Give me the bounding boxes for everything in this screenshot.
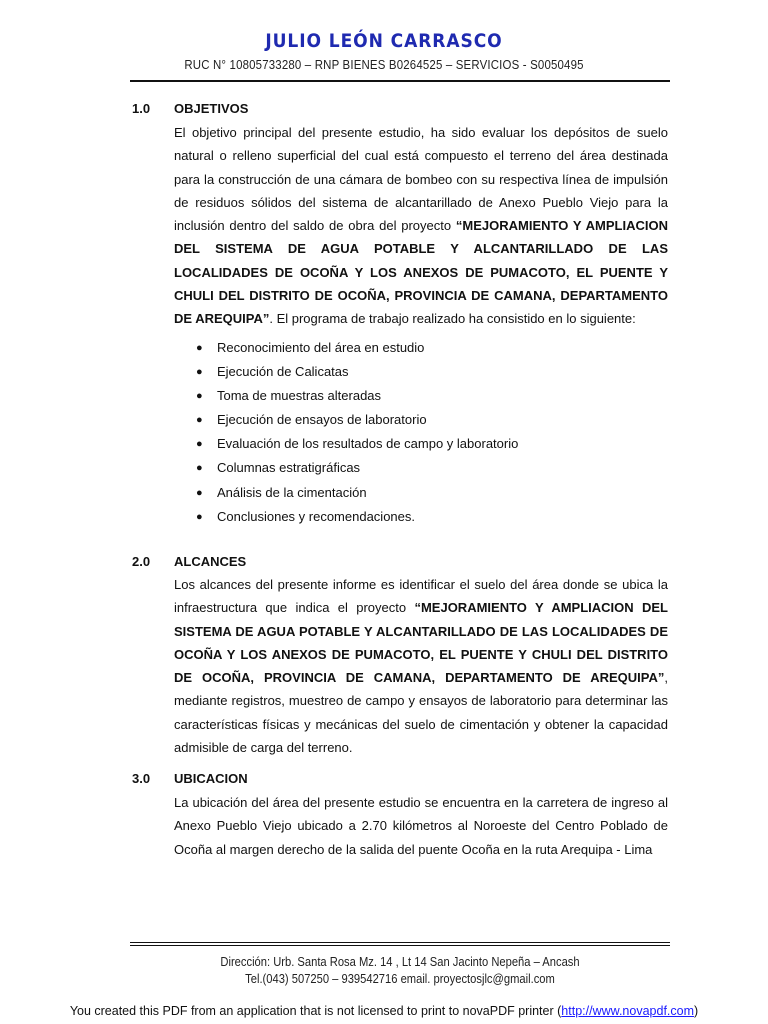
novapdf-notice: [0, 1004, 768, 1018]
novapdf-text-end: ): [694, 1004, 699, 1018]
company-name: JULIO LEÓN CARRASCO: [265, 30, 503, 52]
ubicacion-paragraph: La ubicación del área del presente estudio se encuentra en la carretera de ingreso al Anexo Pueblo Viejo ubicado a 2.70 kilómetros al Noroeste del Centro Poblado de Ocoña al margen derecho de la salida del puente Ocoña en la ruta Arequipa - Lima: [174, 795, 668, 857]
list-item: [174, 384, 668, 408]
novapdf-text: You created this PDF from an application that is not licensed to print to novaPDF printer (: [69, 1004, 562, 1018]
bullet-icon: ●: [196, 510, 203, 523]
footer-contact: Tel.(043) 507250 – 939542716 email. proyectosjlc@gmail.com: [245, 971, 555, 986]
section-number: 1.0: [132, 101, 151, 116]
bullet-icon: ●: [196, 486, 203, 499]
list-item: [174, 336, 668, 360]
work-program-list: [174, 336, 668, 529]
section-title: ALCANCES: [174, 554, 247, 569]
bullet-icon: ●: [196, 366, 203, 379]
objetivos-text-a: El objetivo principal del presente estudio, ha sido evaluar los depósitos de suelo natural o relleno superficial del cual está compuesto el terreno del área destinada para la construcción de una cámara de bombeo con su respectiva línea de impulsión de residuos sólidos del sistema de alcantarillado de Anexo Pueblo Viejo para la inclusión dentro del saldo de obra del proyecto: [174, 125, 668, 234]
list-item-text: Columnas estratigráficas: [217, 460, 361, 476]
footer-divider: [130, 945, 670, 946]
objetivos-project-title: “MEJORAMIENTO Y AMPLIACION DEL SISTEMA DE AGUA POTABLE Y ALCANTARILLADO DE LAS LOCALIDADES DE OCOÑA Y LOS ANEXOS DE PUMACOTO, EL PUENTE Y CHULI DEL DISTRITO DE OCOÑA, PROVINCIA DE CAMANA, DEPARTAMENTO DE AREQUIPA”: [174, 218, 668, 327]
section-title: UBICACION: [174, 771, 248, 786]
list-item: [174, 408, 668, 432]
list-item-text: Evaluación de los resultados de campo y laboratorio: [217, 436, 519, 452]
alcances-project-title: “MEJORAMIENTO Y AMPLIACION DEL SISTEMA DE AGUA POTABLE Y ALCANTARILLADO DE LAS LOCALIDADES DE OCOÑA Y LOS ANEXOS DE PUMACOTO, EL PUENTE Y CHULI DEL DISTRITO DE OCOÑA, PROVINCIA DE CAMANA, DEPARTAMENTO DE AREQUIPA”: [174, 600, 668, 686]
ruc-line: RUC N° 10805733280 – RNP BIENES B0264525 – SERVICIOS - S0050495: [184, 57, 584, 72]
alcances-text-a: Los alcances del presente informe es identificar el suelo del área donde se ubica la infraestructura que indica el proyecto: [174, 577, 668, 616]
section-number: 2.0: [132, 554, 151, 569]
footer-address: Dirección: Urb. Santa Rosa Mz. 14 , Lt 14 San Jacinto Nepeña – Ancash: [220, 954, 580, 969]
alcances-paragraph: [174, 573, 668, 759]
list-item: [174, 505, 668, 529]
list-item: [174, 360, 668, 384]
objetivos-paragraph: [174, 121, 668, 331]
section-title: OBJETIVOS: [174, 101, 249, 116]
list-item-text: Ejecución de Calicatas: [217, 364, 349, 380]
bullet-icon: ●: [196, 414, 203, 427]
list-item-text: Conclusiones y recomendaciones.: [217, 508, 415, 524]
novapdf-link[interactable]: http://www.novapdf.com: [561, 1004, 694, 1018]
bullet-icon: ●: [196, 462, 203, 475]
list-item-text: Análisis de la cimentación: [217, 484, 367, 500]
list-item: [174, 456, 668, 480]
header-divider: [130, 80, 670, 82]
objetivos-text-b: . El programa de trabajo realizado ha consistido en lo siguiente:: [269, 311, 636, 327]
bullet-icon: ●: [196, 342, 203, 354]
list-item-text: Ejecución de ensayos de laboratorio: [217, 412, 427, 428]
alcances-text-b: , mediante registros, muestreo de campo y ensayos de laboratorio para determinar las características físicas y mecánicas del suelo de cimentación y obtener la capacidad admisible de carga del terreno.: [174, 670, 668, 756]
bullet-icon: ●: [196, 438, 203, 451]
list-item: [174, 432, 668, 456]
bullet-icon: ●: [196, 390, 203, 403]
list-item: [174, 481, 668, 505]
section-number: 3.0: [132, 771, 151, 786]
list-item-text: Reconocimiento del área en estudio: [217, 340, 425, 355]
footer-divider: [130, 942, 670, 943]
list-item-text: Toma de muestras alteradas: [217, 388, 382, 404]
